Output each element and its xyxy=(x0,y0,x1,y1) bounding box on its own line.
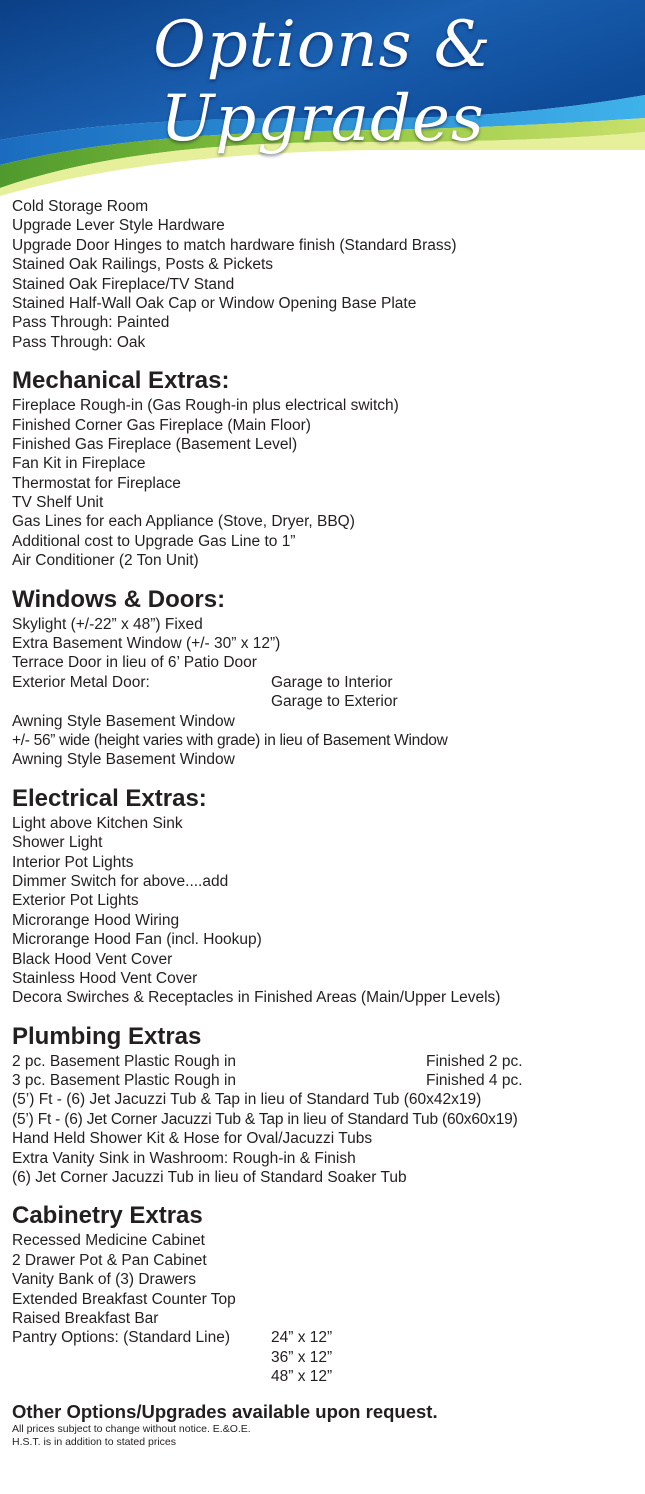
list-item: Pass Through: Oak xyxy=(12,333,146,351)
exterior-door-label: Exterior Metal Door: xyxy=(12,673,150,691)
list-item: Upgrade Door Hinges to match hardware finish (Standard Brass) xyxy=(12,236,457,254)
footer-heading: Other Options/Upgrades available upon request. xyxy=(12,1400,438,1422)
exterior-door-option: Garage to Interior xyxy=(271,673,393,691)
list-item: Microrange Hood Fan (incl. Hookup) xyxy=(12,931,262,949)
list-item: (6) Jet Corner Jacuzzi Tub in lieu of Standard Soaker Tub xyxy=(12,1169,407,1187)
pantry-label: Pantry Options: (Standard Line) xyxy=(12,1329,230,1347)
section-heading: Mechanical Extras: xyxy=(12,367,230,395)
list-item: Hand Held Shower Kit & Hose for Oval/Jacuzzi Tubs xyxy=(12,1130,373,1148)
pantry-size: 48” x 12” xyxy=(271,1368,333,1386)
exterior-door-row xyxy=(12,692,637,711)
list-item: Exterior Pot Lights xyxy=(12,892,139,910)
header-banner xyxy=(0,0,645,200)
plumbing-rough-in: 2 pc. Basement Plastic Rough in xyxy=(12,1052,237,1070)
list-item: Awning Style Basement Window xyxy=(12,751,235,769)
section-heading: Cabinetry Extras xyxy=(12,1202,203,1230)
pantry-row xyxy=(12,1348,637,1367)
general-options-section xyxy=(12,197,637,352)
list-item: TV Shelf Unit xyxy=(12,494,104,512)
plumbing-rough-in: 3 pc. Basement Plastic Rough in xyxy=(12,1072,237,1090)
list-item: Raised Breakfast Bar xyxy=(12,1309,159,1327)
list-item: Vanity Bank of (3) Drawers xyxy=(12,1271,197,1289)
list-item: Stained Oak Fireplace/TV Stand xyxy=(12,275,235,293)
list-item: Stained Oak Railings, Posts & Pickets xyxy=(12,256,274,274)
exterior-door-row xyxy=(12,673,637,692)
plumbing-row xyxy=(12,1071,637,1090)
list-item: Awning Style Basement Window xyxy=(12,712,235,730)
list-item: Upgrade Lever Style Hardware xyxy=(12,217,225,235)
list-item: 2 Drawer Pot & Pan Cabinet xyxy=(12,1251,207,1269)
plumbing-finished: Finished 2 pc. xyxy=(426,1052,523,1070)
list-item: Terrace Door in lieu of 6’ Patio Door xyxy=(12,654,257,672)
pantry-row xyxy=(12,1367,637,1386)
exterior-door-option: Garage to Exterior xyxy=(271,693,398,711)
section-heading: Windows & Doors: xyxy=(12,585,226,613)
list-item: Extended Breakfast Counter Top xyxy=(12,1290,236,1308)
list-item: Extra Basement Window (+/- 30” x 12”) xyxy=(12,635,281,653)
list-item: Light above Kitchen Sink xyxy=(12,814,183,832)
list-item: Fireplace Rough-in (Gas Rough-in plus electrical switch) xyxy=(12,397,399,415)
options-list xyxy=(12,197,637,1449)
pantry-size: 36” x 12” xyxy=(271,1348,333,1366)
list-item: Finished Corner Gas Fireplace (Main Floor) xyxy=(12,416,311,434)
list-item: Pass Through: Painted xyxy=(12,314,170,332)
list-item: Shower Light xyxy=(12,834,103,852)
pantry-size: 24” x 12” xyxy=(271,1329,333,1347)
list-item: Gas Lines for each Appliance (Stove, Dryer, BBQ) xyxy=(12,513,355,531)
windows-doors-section xyxy=(12,585,637,770)
list-item: Microrange Hood Wiring xyxy=(12,911,180,929)
page-title: Options & Upgrades xyxy=(153,8,492,156)
list-item: (5’) Ft - (6) Jet Jacuzzi Tub & Tap in lieu of Standard Tub (60x42x19) xyxy=(12,1091,482,1109)
list-item: +/- 56” wide (height varies with grade) in lieu of Basement Window xyxy=(12,731,448,749)
mechanical-section xyxy=(12,366,637,571)
list-item: Stainless Hood Vent Cover xyxy=(12,969,198,987)
electrical-section xyxy=(12,784,637,1008)
plumbing-finished: Finished 4 pc. xyxy=(426,1072,523,1090)
pantry-row xyxy=(12,1328,637,1347)
list-item: Additional cost to Upgrade Gas Line to 1” xyxy=(12,532,296,550)
list-item: Dimmer Switch for above....add xyxy=(12,872,229,890)
plumbing-row xyxy=(12,1052,637,1071)
list-item: Extra Vanity Sink in Washroom: Rough-in & Finish xyxy=(12,1149,356,1167)
cabinetry-section xyxy=(12,1201,637,1386)
footer-note: H.S.T. is in addition to stated prices xyxy=(12,1435,176,1448)
section-heading: Electrical Extras: xyxy=(12,784,207,812)
plumbing-section xyxy=(12,1022,637,1188)
list-item: Interior Pot Lights xyxy=(12,853,134,871)
list-item: Fan Kit in Fireplace xyxy=(12,455,146,473)
list-item: Recessed Medicine Cabinet xyxy=(12,1232,205,1250)
list-item: Thermostat for Fireplace xyxy=(12,474,181,492)
section-heading: Plumbing Extras xyxy=(12,1022,202,1050)
list-item: Air Conditioner (2 Ton Unit) xyxy=(12,552,199,570)
list-item: (5’) Ft - (6) Jet Corner Jacuzzi Tub & Tap in lieu of Standard Tub (60x60x19) xyxy=(12,1110,518,1128)
list-item: Stained Half-Wall Oak Cap or Window Opening Base Plate xyxy=(12,294,417,312)
list-item: Skylight (+/-22” x 48”) Fixed xyxy=(12,615,203,633)
footer-note: All prices subject to change without notice. E.&O.E. xyxy=(12,1422,251,1435)
list-item: Cold Storage Room xyxy=(12,198,149,215)
list-item: Decora Swirches & Receptacles in Finished Areas (Main/Upper Levels) xyxy=(12,989,501,1007)
list-item: Black Hood Vent Cover xyxy=(12,950,173,968)
list-item: Finished Gas Fireplace (Basement Level) xyxy=(12,435,298,453)
